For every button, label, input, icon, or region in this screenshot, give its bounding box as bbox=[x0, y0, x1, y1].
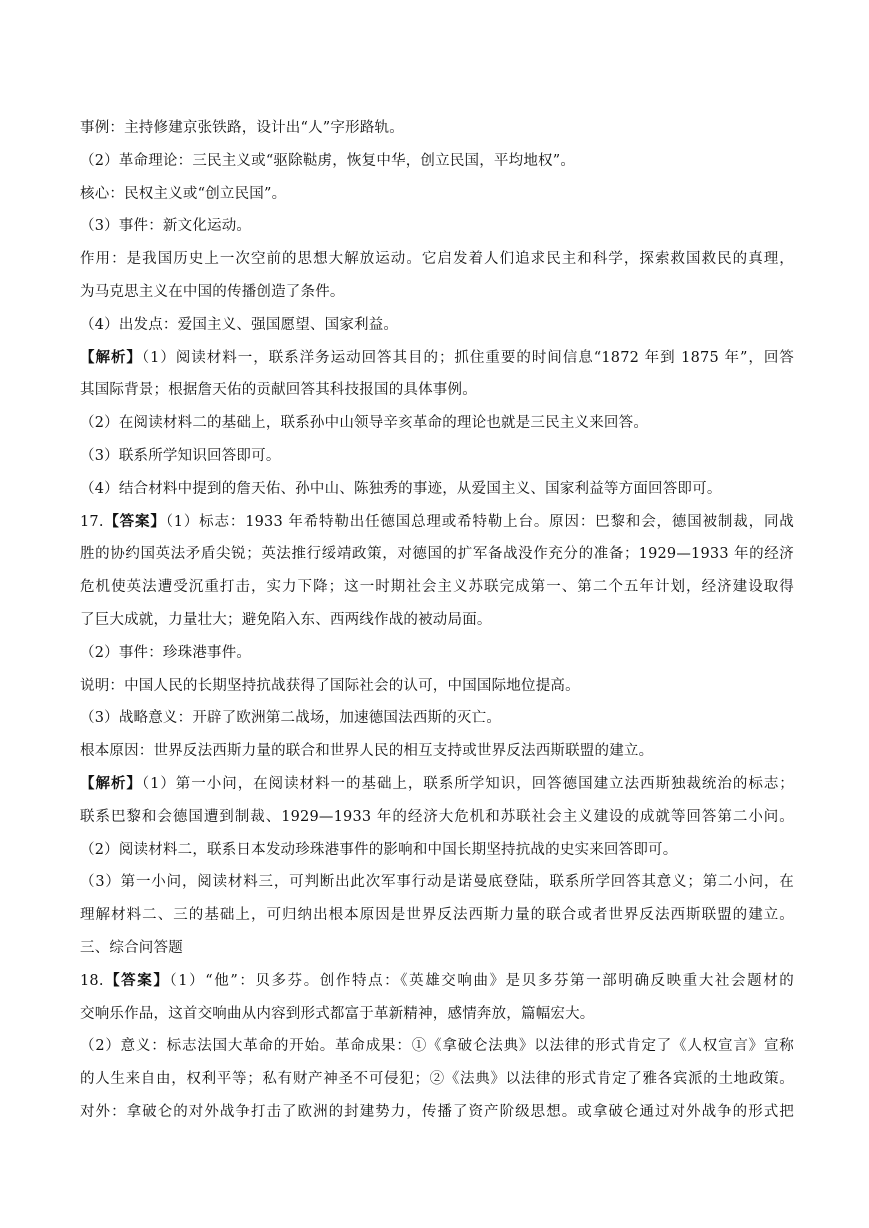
text-line: 其国际背景；根据詹天佑的贡献回答其科技报国的具体事例。 bbox=[80, 382, 477, 399]
analysis-line: 【解析】（1）阅读材料一，联系洋务运动回答其目的；抓住重要的时间信息“1872 年到 1875 年”，回答 bbox=[80, 348, 794, 366]
section-heading: 三、综合问答题 bbox=[80, 939, 183, 956]
text-line: 说明：中国人民的长期坚持抗战获得了国际社会的认可，中国国际地位提高。 bbox=[80, 677, 580, 694]
text-line: 联系巴黎和会德国遭到制裁、1929—1933 年的经济大危机和苏联社会主义建设的成就等回答第二小问。 bbox=[80, 808, 794, 825]
analysis-label: 【解析】 bbox=[80, 774, 142, 792]
text-line: 交响乐作品，这首交响曲从内容到形式都富于革新精神，感情奔放，篇幅宏大。 bbox=[80, 1005, 595, 1022]
text-line: 理解材料二、三的基础上，可归纳出根本原因是世界反法西斯力量的联合或者世界反法西斯联盟的建立。 bbox=[80, 907, 794, 924]
text-line: 作用：是我国历史上一次空前的思想大解放运动。它启发着人们追求民主和科学，探索救国救民的真理， bbox=[80, 251, 794, 268]
text-line: 为马克思主义在中国的传播创造了条件。 bbox=[80, 283, 345, 300]
answer-line: 17.【答案】（1）标志：1933 年希特勒出任德国总理或希特勒上台。原因：巴黎和会，德国被制裁，同战 bbox=[80, 512, 794, 530]
text-line: 核心：民权主义或“创立民国”。 bbox=[80, 185, 287, 202]
text-line: （2）阅读材料二，联系日本发动珍珠港事件的影响和中国长期坚持抗战的史实来回答即可。 bbox=[80, 841, 678, 858]
question-number: 18. bbox=[80, 972, 104, 989]
text-line: 危机使英法遭受沉重打击，实力下降；这一时期社会主义苏联完成第一、第二个五年计划，经济建设取得 bbox=[80, 579, 794, 596]
text-line: （4）出发点：爱国主义、强国愿望、国家利益。 bbox=[80, 316, 399, 333]
text-line: 对外：拿破仑的对外战争打击了欧洲的封建势力，传播了资产阶级思想。或拿破仑通过对外战争的形式把 bbox=[80, 1103, 794, 1120]
text-line: 事例：主持修建京张铁路，设计出“人”字形路轨。 bbox=[80, 120, 404, 136]
text-line: （3）事件：新文化运动。 bbox=[80, 218, 252, 235]
text-line: 了巨大成就，力量壮大；避免陷入东、西两线作战的被动局面。 bbox=[80, 611, 492, 628]
question-number: 17. bbox=[80, 513, 104, 530]
analysis-label: 【解析】 bbox=[80, 348, 142, 366]
text-line: （3）战略意义：开辟了欧洲第二战场，加速德国法西斯的灭亡。 bbox=[80, 710, 502, 727]
text-line: （2）在阅读材料二的基础上，联系孙中山领导辛亥革命的理论也就是三民主义来回答。 bbox=[80, 415, 649, 432]
text-line: 的人生来自由，权利平等；私有财产神圣不可侵犯；②《法典》以法律的形式肯定了雅各宾派的土地政策。 bbox=[80, 1071, 794, 1088]
answer-label: 【答案】 bbox=[103, 512, 166, 530]
text-line: （3）联系所学知识回答即可。 bbox=[80, 447, 281, 464]
answer-line: 18.【答案】（1）“他”：贝多芬。创作特点：《英雄交响曲》是贝多芬第一部明确反映重大社会题材的 bbox=[80, 971, 794, 989]
text-line: （2）革命理论：三民主义或“驱除鞑虏，恢复中华，创立民国，平均地权”。 bbox=[80, 152, 576, 169]
text-line: （3）第一小问，阅读材料三，可判断出此次军事行动是诺曼底登陆，联系所学回答其意义；第二小问，在 bbox=[80, 874, 794, 891]
text-line: 根本原因：世界反法西斯力量的联合和世界人民的相互支持或世界反法西斯联盟的建立。 bbox=[80, 743, 654, 760]
analysis-line: 【解析】（1）第一小问，在阅读材料一的基础上，联系所学知识，回答德国建立法西斯独裁统治的标志； bbox=[80, 774, 794, 792]
answer-label: 【答案】 bbox=[103, 971, 170, 989]
text-line: （4）结合材料中提到的詹天佑、孙中山、陈独秀的事迹，从爱国主义、国家利益等方面回答即可。 bbox=[80, 480, 722, 497]
text-line: （2）意义：标志法国大革命的开始。革命成果：①《拿破仑法典》以法律的形式肯定了《人权宣言》宣称 bbox=[80, 1038, 794, 1055]
document-page bbox=[80, 112, 794, 1129]
text-line: 胜的协约国英法矛盾尖锐；英法推行绥靖政策，对德国的扩军备战没作充分的准备；1929—1933 年的经济 bbox=[80, 546, 794, 563]
text-line: （2）事件：珍珠港事件。 bbox=[80, 644, 252, 661]
